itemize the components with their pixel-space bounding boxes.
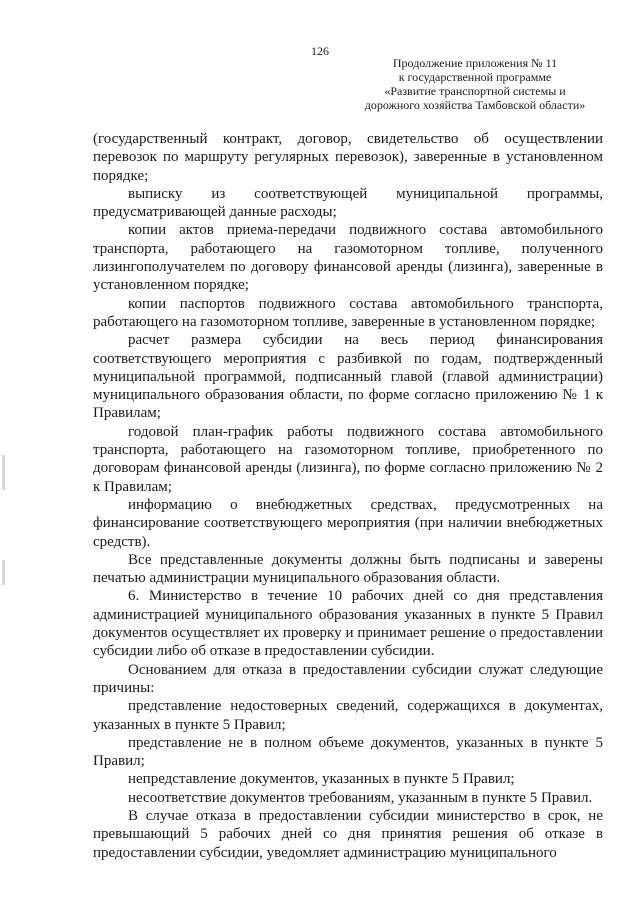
appendix-header-line: Продолжение приложения № 11	[392, 56, 558, 70]
body-paragraph: годовой план-график работы подвижного состава автомобильного транспорта, работающего на газомоторном топливе, приобретенного по договорам финансовой аренды (лизинга), по форме согласно приложению № 2 к Правилам;	[93, 423, 603, 495]
appendix-header-line: к государственной программе	[398, 70, 552, 84]
body-paragraph: (государственный контракт, договор, свидетельство об осуществлении перевозок по маршруту регулярных перевозок), заверенные в установленном порядке;	[93, 131, 603, 184]
body-paragraph: непредставление документов, указанных в пункте 5 Правил;	[128, 771, 515, 788]
body-paragraph: выписку из соответствующей муниципальной программы, предусматривающей данные расходы;	[93, 185, 603, 221]
body-paragraph: Все представленные документы должны быть подписаны и заверены печатью администрации муниципального образования области.	[93, 551, 603, 587]
appendix-header-line: «Развитие транспортной системы и	[384, 84, 566, 98]
document-body	[93, 130, 603, 862]
body-paragraph: В случае отказа в предоставлении субсидии министерство в срок, не превышающий 5 рабочих дней со дня принятия решения об отказе в предоставлении субсидии, уведомляет администрацию муниципального	[93, 807, 603, 861]
body-paragraph: копии актов приема-передачи подвижного состава автомобильного транспорта, работающего на газомоторном топливе, полученного лизингополучателем по договору финансовой аренды (лизинга), заверенные в установленном порядке;	[93, 222, 603, 294]
body-paragraph: информацию о внебюджетных средствах, предусмотренных на финансирование соответствующего мероприятия (при наличии внебюджетных средств).	[93, 496, 603, 550]
body-paragraph: расчет размера субсидии на весь период финансирования соответствующего мероприятия с разбивкой по годам, подтвержденный муниципальной программой, подписанный главой (главой администрации) муниципального образования области, по форме согласно приложению № 1 к Правилам;	[93, 332, 603, 422]
scan-artifact	[2, 455, 5, 490]
appendix-header-line: дорожного хозяйства Тамбовской области»	[364, 98, 586, 112]
page-number: 126	[311, 44, 329, 58]
body-paragraph: Основанием для отказа в предоставлении субсидии служат следующие причины:	[93, 661, 603, 696]
body-paragraph: копии паспортов подвижного состава автомобильного транспорта, работающего на газомоторном топливе, заверенные в установленном порядке;	[93, 295, 603, 330]
appendix-header	[330, 56, 620, 112]
body-paragraph: 6. Министерство в течение 10 рабочих дней со дня представления администрацией муниципального образования указанных в пункте 5 Правил документов осуществляет их проверку и принимает решение о предоставлении субсидии либо об отказе в предоставлении субсидии.	[93, 588, 603, 660]
scan-artifact	[2, 560, 5, 585]
body-paragraph: представление недостоверных сведений, содержащихся в документах, указанных в пункте 5 Правил;	[93, 698, 603, 733]
body-paragraph: несоответствие документов требованиям, указанным в пункте 5 Правил.	[128, 789, 593, 806]
body-paragraph: представление не в полном объеме документов, указанных в пункте 5 Правил;	[93, 734, 603, 770]
